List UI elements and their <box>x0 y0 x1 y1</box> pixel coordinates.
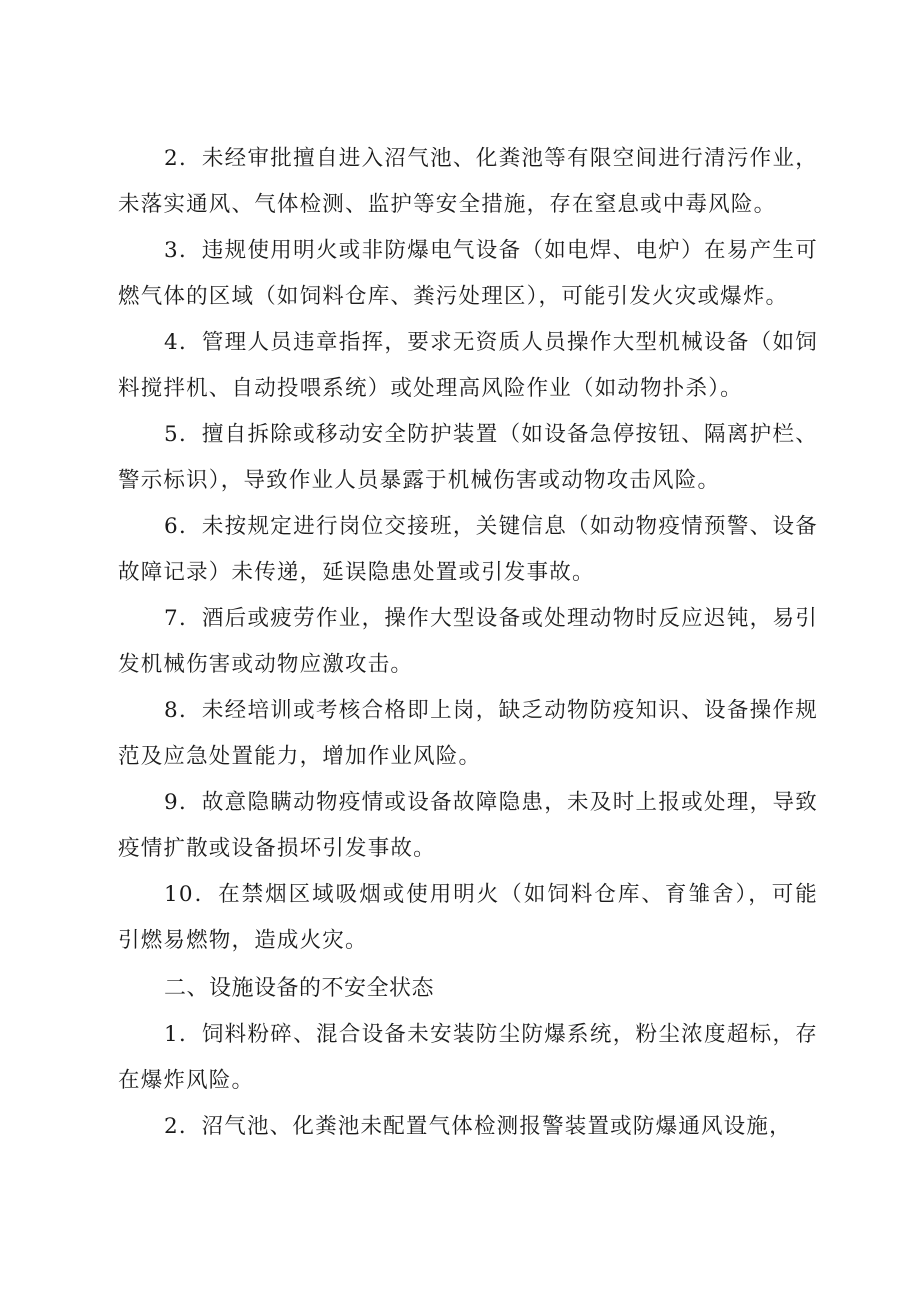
list-item: 5．擅自拆除或移动安全防护装置（如设备急停按钮、隔离护栏、警示标识），导致作业人员暴露于机械伤害或动物攻击风险。 <box>118 422 818 493</box>
list-item: 7．酒后或疲劳作业，操作大型设备或处理动物时反应迟钝，易引发机械伤害或动物应激攻击。 <box>118 606 818 677</box>
list-item: 3．违规使用明火或非防爆电气设备（如电焊、电炉）在易产生可燃气体的区域（如饲料仓库、粪污处理区），可能引发火灾或爆炸。 <box>118 238 818 309</box>
list-item: 1．饲料粉碎、混合设备未安装防尘防爆系统，粉尘浓度超标，存在爆炸风险。 <box>118 1022 818 1093</box>
list-item: 10．在禁烟区域吸烟或使用明火（如饲料仓库、育雏舍），可能引燃易燃物，造成火灾。 <box>118 882 818 953</box>
section-heading: 二、设施设备的不安全状态 <box>164 976 435 1001</box>
list-item: 8．未经培训或考核合格即上岗，缺乏动物防疫知识、设备操作规范及应急处置能力，增加作业风险。 <box>118 698 818 769</box>
list-item: 9．故意隐瞒动物疫情或设备故障隐患，未及时上报或处理，导致疫情扩散或设备损坏引发事故。 <box>118 790 818 861</box>
list-item: 2．沼气池、化粪池未配置气体检测报警装置或防爆通风设施， <box>164 1114 792 1139</box>
list-item: 2．未经审批擅自进入沼气池、化粪池等有限空间进行清污作业，未落实通风、气体检测、监护等安全措施，存在窒息或中毒风险。 <box>118 146 818 217</box>
list-item: 6．未按规定进行岗位交接班，关键信息（如动物疫情预警、设备故障记录）未传递，延误隐患处置或引发事故。 <box>118 514 818 585</box>
list-item: 4．管理人员违章指挥，要求无资质人员操作大型机械设备（如饲料搅拌机、自动投喂系统）或处理高风险作业（如动物扑杀）。 <box>118 330 818 401</box>
